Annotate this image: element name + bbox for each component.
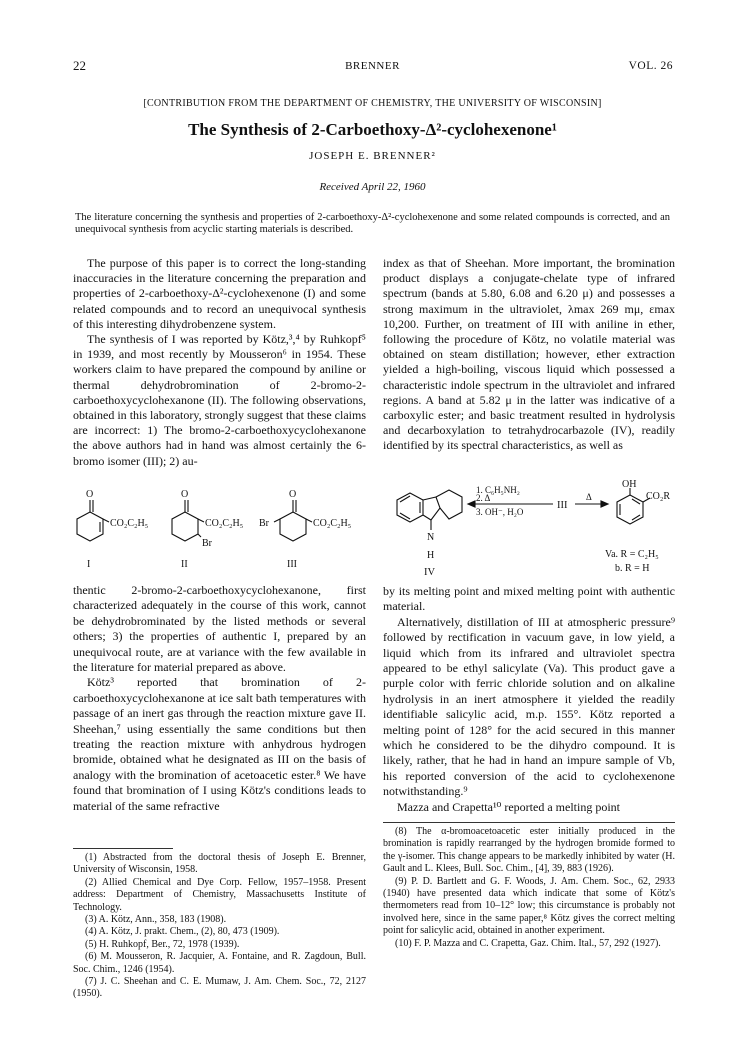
left-column-bottom — [73, 583, 366, 814]
oxygen-label: O — [289, 489, 297, 500]
received-date: Received April 22, 1960 — [319, 181, 426, 193]
footnote-rule — [383, 822, 675, 823]
compound-label: I — [87, 559, 91, 570]
bromine-label: Br — [202, 538, 212, 549]
footnotes-right — [383, 826, 675, 950]
footnote: (7) J. C. Sheehan and C. E. Mumaw, J. Am. Chem. Soc., 72, 2127 (1950). — [73, 976, 366, 1000]
right-column-bottom — [383, 584, 675, 815]
oxygen-label: O — [181, 489, 189, 500]
bromine-label: Br — [259, 518, 269, 529]
reagent-step: 3. OH⁻, H₂O — [476, 507, 524, 517]
compound-label: b. R = H — [615, 563, 650, 574]
compound-label: III — [557, 500, 568, 511]
footnote-rule — [73, 848, 173, 849]
compound-label: III — [287, 559, 297, 570]
paragraph: The purpose of this paper is to correct the long-standing inaccuracies in the literature concerning the preparation and properties of 2-carboethoxy-Δ²-cyclohexenone (I) and some related compounds and to record an unequivocal synthesis of this interesting dihydrobenzene system. — [73, 256, 366, 331]
nitrogen-label: N — [427, 532, 435, 543]
abstract: The literature concerning the synthesis and properties of 2-carboethoxy-Δ²-cyclohexenone and some related compounds is corrected, and an unequivocal synthesis from acyclic starting materials is described. — [75, 212, 670, 235]
footnote: (10) F. P. Mazza and C. Crapetta, Gaz. Chim. Ital., 57, 292 (1927). — [395, 937, 661, 949]
right-column-top — [383, 256, 675, 454]
running-header: BRENNER — [345, 60, 400, 72]
reagent-step: 1. C₆H₅NH₂ — [476, 485, 520, 495]
substituent-label: CO₂C₂H₅ — [110, 518, 149, 529]
footnote: (2) Allied Chemical and Dye Corp. Fellow, 1957–1958. Present address: Department of Chemistry, Massachusetts Institute of Technology. — [73, 876, 366, 913]
substituent-label: CO₂C₂H₅ — [205, 518, 244, 529]
paragraph: Kötz³ reported that bromination of 2-carboethoxycyclohexanone at ice salt bath temperatures with passage of an inert gas through the reaction mixture gave II. Sheehan,⁷ using essentially the same conditions but then treating the reaction mixture with anhydrous hydrogen bromide, obtained what he designated as III on the basis of analogy with the bromination of acetoacetic ester.⁸ We have found that bromination of I using Kötz's conditions leads to material of the same refractive — [73, 675, 366, 813]
paper-title: The Synthesis of 2-Carboethoxy-Δ²-cyclohexenone¹ — [188, 120, 557, 139]
paragraph: by its melting point and mixed melting point with authentic material. — [383, 584, 675, 614]
paragraph: The synthesis of I was reported by Kötz,³,⁴ by Ruhkopf⁵ in 1939, and most recently by Mousseron⁶ in 1954. These workers claim to have prepared the compound by aniline or thermal dehydrobromination of 2-bromo-2-carboethoxycyclohexanone (II). The following observations, obtained in this laboratory, strongly suggest that these claims are incorrect: 1) The bromo-2-carboethoxycyclohexanone the above authors had in hand was almost certainly the 6-bromo isomer (III); 2) au- — [73, 332, 366, 468]
reagent-step: 2. Δ — [476, 493, 491, 503]
volume-label: VOL. 26 — [628, 60, 673, 72]
footnote: (4) A. Kötz, J. prakt. Chem., (2), 80, 473 (1909). — [85, 926, 280, 938]
compound-label: II — [181, 559, 188, 570]
footnote: (3) A. Kötz, Ann., 358, 183 (1908). — [85, 914, 227, 926]
page-number: 22 — [73, 58, 86, 73]
paragraph: thentic 2-bromo-2-carboethoxycyclohexanone, first characterized adequately in the course of this work, cannot be dehydrobrominated by the listed methods or several others; 3) the properties of authentic I, prepared by an unequivocal route, are at variance with the few available in the literature for material prepared as above. — [73, 583, 366, 675]
oxygen-label: O — [86, 489, 94, 500]
paragraph: index as that of Sheehan. More important, the bromination product displays a conjugate-chelate type of infrared spectrum (bands at 5.80, 6.08 and 6.20 μ) and possesses a strong maximum in the ultraviolet, λmax 269 mμ, εmax 10,200. Further, on treatment of III with aniline in ether, following the procedure of Kötz, no volatile material was obtained on steam distillation; however, ether extraction yielded a high-boiling, viscous liquid which possessed a characteristic indole spectrum in the ultraviolet and infrared regions. A band at 5.82 μ in the latter was indicative of a carboxylic ester; and basic treatment resulted in hydrolysis and decarboxylation to tetrahydrocarbazole (IV), readily identified by its spectral characteristics, as well as — [383, 256, 675, 453]
paragraph: Mazza and Crapetta¹⁰ reported a melting point — [397, 799, 620, 814]
substituent-label: CO₂C₂H₅ — [313, 518, 352, 529]
left-column-top — [73, 256, 366, 469]
heat-symbol: Δ — [586, 492, 592, 502]
paragraph: Alternatively, distillation of III at atmospheric pressure⁹ followed by rectification in vacuum gave, in low yield, a liquid which from its infrared and ultraviolet spectra appeared to be ethyl salicylate (Va). This product gave a purple color with ferric chloride solution and on alkaline hydrolysis in an inert atmosphere it yielded the readily identifiable salicylic acid, m.p. 155°. Kötz reported a melting point of 128° for the acid secured in this manner which he considered to be the dihydro compound. It is likely, rather, that he had in hand an impure sample of Vb, his reported conversion of the acid to cyclohexenone notwithstanding.⁹ — [383, 614, 675, 799]
substituent-label: CO₂R — [646, 491, 671, 502]
contribution-line: [CONTRIBUTION FROM THE DEPARTMENT OF CHEMISTRY, THE UNIVERSITY OF WISCONSIN] — [143, 98, 602, 109]
author: JOSEPH E. BRENNER² — [309, 150, 436, 162]
footnote: (9) P. D. Bartlett and G. F. Woods, J. Am. Chem. Soc., 62, 2933 (1940) have presented data which indicate that some of Kötz's thermometers read from 10–12° low; this circumstance is probably not involved here, since in the same paper,⁸ Kötz gives the correct melting point for salicylic acid, obtained in another experiment. — [383, 875, 675, 937]
structures-I-II-III — [73, 482, 373, 572]
hydroxyl-label: OH — [622, 480, 637, 490]
structures-IV-V — [383, 480, 675, 582]
footnote: (5) H. Ruhkopf, Ber., 72, 1978 (1939). — [85, 938, 240, 950]
compound-label: IV — [424, 567, 436, 578]
footnote: (1) Abstracted from the doctoral thesis of Joseph E. Brenner, University of Wisconsin, 1958. — [73, 852, 366, 876]
footnote: (8) The α-bromoacetoacetic ester initially produced in the bromination is rapidly rearranged by the hydrogen bromide formed to the γ-isomer. This change appears to be markedly inhibited by water (H. Gault and L. Klees, Bull. Soc. Chim., [4], 39, 883 (1926). — [383, 826, 675, 875]
footnote: (6) M. Mousseron, R. Jacquier, A. Fontaine, and R. Zagdoun, Bull. Soc. Chim., 1246 (1954). — [73, 951, 366, 975]
footnotes-left — [73, 852, 366, 1001]
compound-label: Va. R = C₂H₅ — [605, 549, 659, 560]
hydrogen-label: H — [427, 550, 435, 561]
